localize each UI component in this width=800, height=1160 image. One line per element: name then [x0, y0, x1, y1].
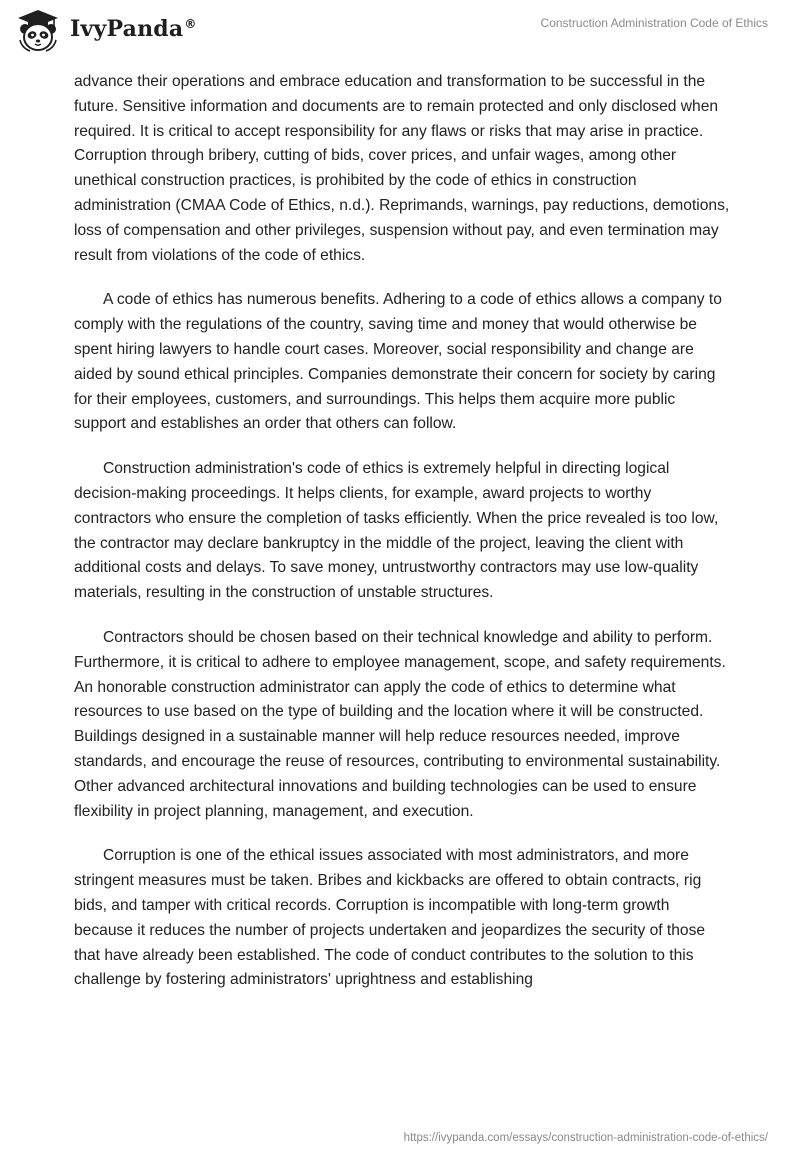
- document-title: Construction Administration Code of Ethics: [540, 16, 768, 30]
- page-header: [0, 0, 800, 62]
- brand-name: IvyPanda®: [70, 16, 197, 42]
- paragraph-2: A code of ethics has numerous benefits. Adhering to a code of ethics allows a company to comply with the regulations of the country, saving time and money that would otherwise be spent hiring lawyers to handle court cases. Moreover, social responsibility and change are aided by sound ethical principles. Companies demonstrate their concern for society by caring for their employees, customers, and surroundings. This helps them acquire more public support and establishes an order that others can follow.: [74, 291, 722, 433]
- essay-body: [74, 70, 730, 1013]
- paragraph-5: Corruption is one of the ethical issues associated with most administrators, and more stringent measures must be taken. Bribes and kickbacks are offered to obtain contracts, rig bids, and tamper with critical records. Corruption is incompatible with long-term growth because it reduces the number of projects undertaken and jeopardizes the security of those that have already been established. The code of conduct contributes to the solution to this challenge by fostering administrators' uprightness and establishing: [74, 847, 706, 989]
- paragraph-3: Construction administration's code of ethics is extremely helpful in directing logical decision-making proceedings. It helps clients, for example, award projects to worthy contractors who ensure the completion of tasks efficiently. When the price revealed is too low, the contractor may declare bankruptcy in the middle of the project, leaving the client with additional costs and delays. To save money, untrustworthy contractors may use low-quality materials, resulting in the construction of unstable structures.: [74, 460, 719, 602]
- paragraph-4: Contractors should be chosen based on their technical knowledge and ability to perform. Furthermore, it is critical to adhere to employee management, scope, and safety requirements. An honorable construction administrator can apply the code of ethics to determine what resources to use based on the type of building and the location where it will be constructed. Buildings designed in a sustainable manner will help reduce resources needed, improve standards, and encourage the reuse of resources, contributing to environmental sustainability. Other advanced architectural innovations and building technologies can be used to ensure flexibility in project planning, management, and execution.: [74, 628, 726, 820]
- registered-mark: ®: [184, 16, 197, 31]
- paragraph-1: advance their operations and embrace education and transformation to be successful in the future. Sensitive information and documents are to remain protected and only disclosed when required. It is critical to accept responsibility for any flaws or risks that may arise in practice. Corruption through bribery, cutting of bids, cover prices, and unfair wages, among other unethical construction practices, is prohibited by the code of ethics in construction administration (CMAA Code of Ethics, n.d.). Reprimands, warnings, pay reductions, demotions, loss of compensation and other privileges, suspension without pay, and even termination may result from violations of the code of ethics.: [74, 73, 730, 264]
- panda-graduate-icon: [14, 6, 62, 54]
- source-url[interactable]: https://ivypanda.com/essays/construction-administration-code-of-ethics/: [403, 1132, 768, 1144]
- brand-logo[interactable]: [14, 6, 197, 54]
